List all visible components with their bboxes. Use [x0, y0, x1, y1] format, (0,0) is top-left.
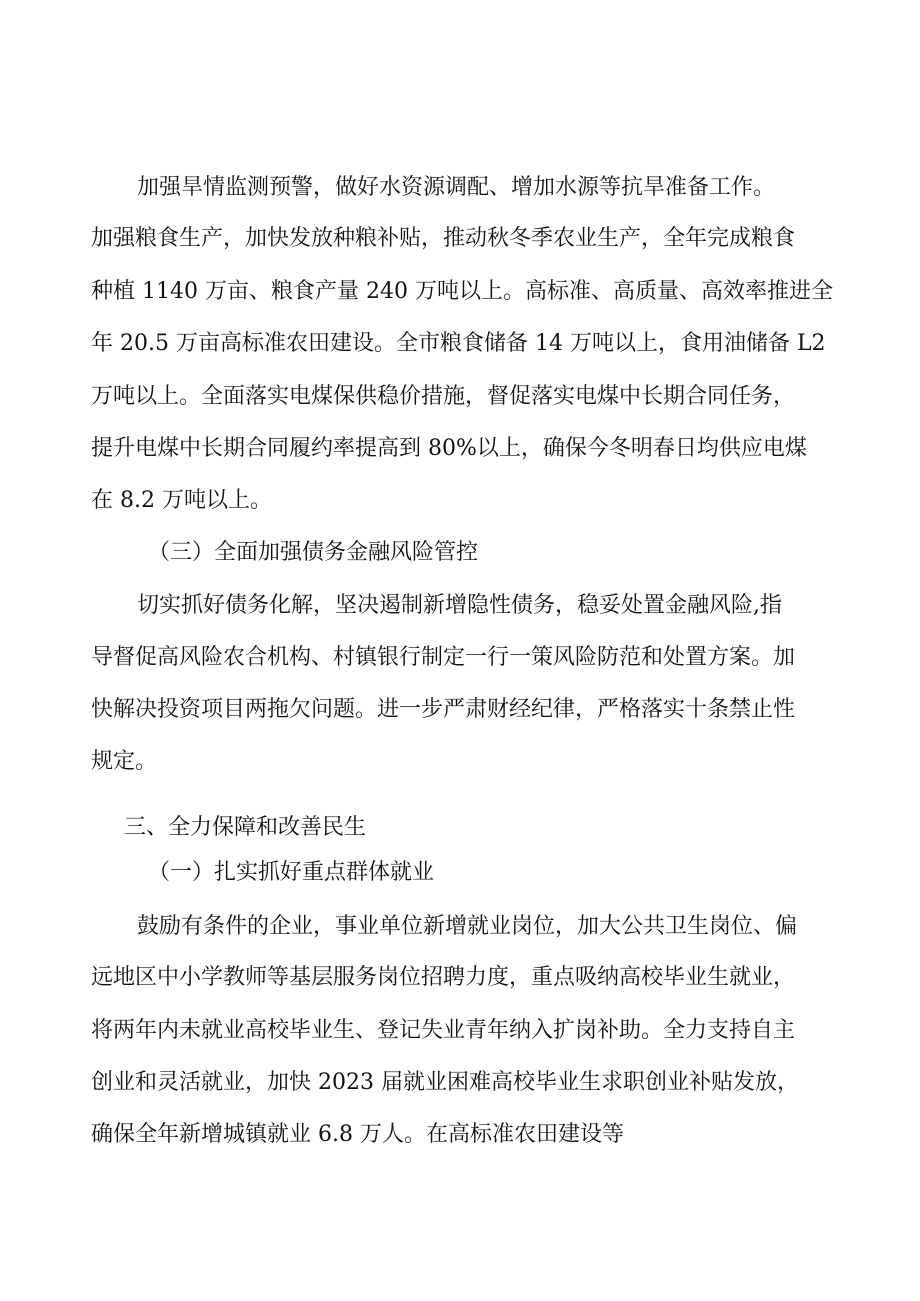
paragraph-grain-line-4: 万吨以上。全面落实电煤保供稳价措施，督促落实电煤中长期合同任务， [91, 384, 796, 409]
heading-debt-risk: （三）全面加强债务金融风险管控 [148, 540, 479, 565]
paragraph-debt-line-1: 切实抓好债务化解，坚决遏制新增隐性债务，稳妥处置金融风险,指 [137, 593, 782, 618]
paragraph-debt-line-4: 规定。 [91, 749, 158, 774]
heading-employment: （一）扎实抓好重点群体就业 [148, 860, 435, 885]
paragraph-grain-line-3: 年 20.5 万亩高标准农田建设。全市粮食储备 14 万吨以上，食用油储备 L2 [91, 331, 826, 356]
paragraph-debt-line-2: 导督促高风险农合机构、村镇银行制定一行一策风险防范和处置方案。加 [91, 645, 796, 670]
paragraph-grain-line-5: 提升电煤中长期合同履约率提高到 80%以上，确保今冬明春日均供应电煤 [91, 436, 807, 461]
paragraph-grain-line-6: 在 8.2 万吨以上。 [91, 488, 272, 513]
paragraph-grain-line-2: 种植 1140 万亩、粮食产量 240 万吨以上。高标准、高质量、高效率推进全 [91, 279, 833, 304]
paragraph-drought-line-1: 加强旱情监测预警，做好水资源调配、增加水源等抗旱准备工作。 [137, 175, 776, 200]
paragraph-employment-line-1: 鼓励有条件的企业，事业单位新增就业岗位，加大公共卫生岗位、偏 [137, 914, 798, 939]
paragraph-employment-line-5: 确保全年新增城镇就业 6.8 万人。在高标准农田建设等 [91, 1122, 624, 1147]
paragraph-employment-line-4: 创业和灵活就业，加快 2023 届就业困难高校毕业生求职创业补贴发放， [91, 1070, 799, 1095]
section-heading-livelihood: 三、全力保障和改善民生 [124, 815, 367, 840]
paragraph-employment-line-3: 将两年内未就业高校毕业生、登记失业青年纳入扩岗补助。全力支持自主 [91, 1018, 796, 1043]
paragraph-debt-line-3: 快解决投资项目两拖欠问题。进一步严肃财经纪律，严格落实十条禁止性 [91, 697, 796, 722]
paragraph-employment-line-2: 远地区中小学教师等基层服务岗位招聘力度，重点吸纳高校毕业生就业， [91, 965, 796, 990]
paragraph-grain-line-1: 加强粮食生产，加快发放种粮补贴，推动秋冬季农业生产，全年完成粮食 [91, 226, 796, 251]
